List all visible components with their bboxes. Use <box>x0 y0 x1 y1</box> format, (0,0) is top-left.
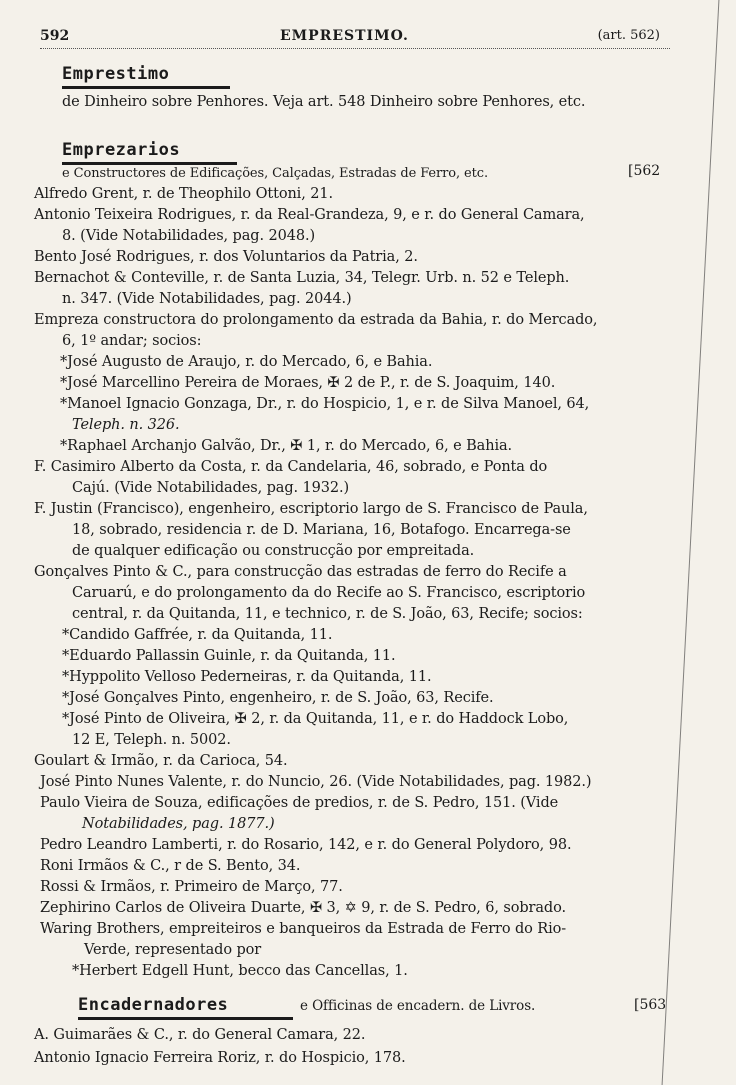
text-line: Pedro Leandro Lamberti, r. do Rosario, 142, e r. do General Polydoro, 98. <box>40 837 572 853</box>
text-line: *José Marcellino Pereira de Moraes, ✠ 2 de P., r. de S. Joaquim, 140. <box>60 375 556 391</box>
page-title: EMPRESTIMO. <box>280 28 409 44</box>
page-edge-line <box>662 0 722 1085</box>
text-line: Notabilidades, pag. 1877.) <box>82 816 275 832</box>
text-line: e Constructores de Edificações, Calçadas, Estradas de Ferro, etc. <box>62 166 488 181</box>
text-line: *José Gonçalves Pinto, engenheiro, r. de S. João, 63, Recife. <box>62 690 494 706</box>
page-header <box>40 26 670 49</box>
text-line: *Manoel Ignacio Gonzaga, Dr., r. do Hospicio, 1, e r. de Silva Manoel, 64, <box>60 396 590 412</box>
text-line: Bento José Rodrigues, r. dos Voluntarios da Patria, 2. <box>34 249 418 265</box>
text-line: n. 347. (Vide Notabilidades, pag. 2044.) <box>62 291 352 307</box>
text-line: José Pinto Nunes Valente, r. do Nuncio, 26. (Vide Notabilidades, pag. 1982.) <box>40 774 592 790</box>
section-heading-emprezarios <box>62 140 237 165</box>
section-subtitle: e Officinas de encadern. de Livros. <box>300 998 536 1014</box>
text-line: Gonçalves Pinto & C., para construcção das estradas de ferro do Recife a <box>34 564 567 580</box>
text-line: Rossi & Irmãos, r. Primeiro de Março, 77. <box>40 879 343 895</box>
article-reference: (art. 562) <box>597 28 660 43</box>
text-line: 6, 1º andar; socios: <box>62 333 202 349</box>
text-line: Cajú. (Vide Notabilidades, pag. 1932.) <box>72 480 350 496</box>
heading-rule <box>78 1017 293 1020</box>
text-line: *Candido Gaffrée, r. da Quitanda, 11. <box>62 627 333 643</box>
section-reference: [563 <box>634 997 667 1013</box>
section-heading-emprestimo <box>62 64 230 89</box>
text-line: F. Casimiro Alberto da Costa, r. da Candelaria, 46, sobrado, e Ponta do <box>34 459 548 475</box>
text-line: Caruarú, e do prolongamento da do Recife ao S. Francisco, escriptorio <box>72 585 586 601</box>
text-line: Zephirino Carlos de Oliveira Duarte, ✠ 3, ✡ 9, r. de S. Pedro, 6, sobrado. <box>40 900 566 916</box>
text-line: 8. (Vide Notabilidades, pag. 2048.) <box>62 228 316 244</box>
page-number: 592 <box>40 28 70 44</box>
text-line: central, r. da Quitanda, 11, e technico, r. de S. João, 63, Recife; socios: <box>72 606 583 622</box>
text-line: *José Pinto de Oliveira, ✠ 2, r. da Quitanda, 11, e r. do Haddock Lobo, <box>62 711 569 727</box>
text-line: Goulart & Irmão, r. da Carioca, 54. <box>34 753 288 769</box>
text-line: de qualquer edificação ou construcção por empreitada. <box>72 543 475 559</box>
text-line: Antonio Teixeira Rodrigues, r. da Real-Grandeza, 9, e r. do General Camara, <box>34 207 585 223</box>
text-line: Waring Brothers, empreiteiros e banqueiros da Estrada de Ferro do Rio- <box>40 921 567 937</box>
section-heading-text: Encadernadores <box>78 995 229 1015</box>
section-heading-text: Emprezarios <box>62 140 181 160</box>
text-line: de Dinheiro sobre Penhores. Veja art. 548 Dinheiro sobre Penhores, etc. <box>62 94 586 110</box>
section-heading-text: Emprestimo <box>62 64 170 84</box>
text-line: 18, sobrado, residencia r. de D. Mariana, 16, Botafogo. Encarrega-se <box>72 522 571 538</box>
section-heading-encadernadores <box>78 995 293 1020</box>
text-line: *Herbert Edgell Hunt, becco das Cancellas, 1. <box>72 963 408 979</box>
text-line: 12 E, Teleph. n. 5002. <box>72 732 231 748</box>
text-line: Roni Irmãos & C., r de S. Bento, 34. <box>40 858 301 874</box>
text-line: *José Augusto de Araujo, r. do Mercado, 6, e Bahia. <box>60 354 433 370</box>
text-line: Paulo Vieira de Souza, edificações de predios, r. de S. Pedro, 151. (Vide <box>40 795 559 811</box>
text-line: *Eduardo Pallassin Guinle, r. da Quitanda, 11. <box>62 648 396 664</box>
section-reference: [562 <box>628 163 661 179</box>
text-line: Verde, representado por <box>84 942 262 958</box>
text-line: Bernachot & Conteville, r. de Santa Luzia, 34, Telegr. Urb. n. 52 e Teleph. <box>34 270 570 286</box>
text-line: Antonio Ignacio Ferreira Roriz, r. do Hospicio, 178. <box>34 1050 406 1066</box>
text-line: *Raphael Archanjo Galvão, Dr., ✠ 1, r. do Mercado, 6, e Bahia. <box>60 438 513 454</box>
text-line: A. Guimarães & C., r. do General Camara, 22. <box>34 1027 366 1043</box>
heading-rule <box>62 86 230 89</box>
text-line: F. Justin (Francisco), engenheiro, escriptorio largo de S. Francisco de Paula, <box>34 501 588 517</box>
text-line: Teleph. n. 326. <box>72 417 180 433</box>
text-line: Empreza constructora do prolongamento da estrada da Bahia, r. do Mercado, <box>34 312 598 328</box>
text-line: Alfredo Grent, r. de Theophilo Ottoni, 21. <box>34 186 333 202</box>
text-line: *Hyppolito Velloso Pederneiras, r. da Quitanda, 11. <box>62 669 432 685</box>
